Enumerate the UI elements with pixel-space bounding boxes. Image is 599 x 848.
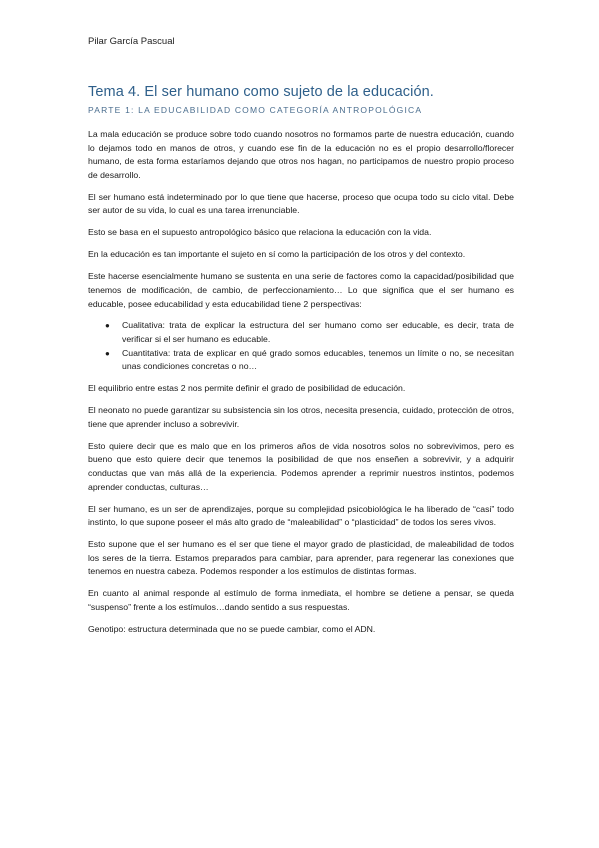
list-item-text: Cuantitativa: trata de explicar en qué grado somos educables, tenemos un límite o no, se necesitan unas condiciones concretas o no… — [122, 347, 514, 372]
paragraph: La mala educación se produce sobre todo cuando nosotros no formamos parte de nuestra educación, cuando lo dejamos todo en manos de otros, y cuando ese fin de la educación no es el propio desarrollo/florecer humano, de esta forma estaríamos dejando que otros nos hagan, no participamos de nuestro propio proceso de desarrollo. — [88, 129, 514, 180]
list-item-text: Cualitativa: trata de explicar la estructura del ser humano como ser educable, es decir, trata de verificar si el ser humano es educable. — [122, 320, 514, 345]
paragraph: Esto quiere decir que es malo que en los primeros años de vida nosotros solos no sobrevivimos, pero es bueno que esto quiere decir que tenemos la posibilidad de que nos enseñen a sobrevivir, y a adquirir conductas que van más allá de la experiencia. Podemos aprender a reprimir nuestros instintos, podemos aprender conductas, culturas… — [88, 440, 514, 492]
paragraph: El neonato no puede garantizar su subsistencia sin los otros, necesita presencia, cuidado, protección de otros, tiene que aprender incluso a sobrevivir. — [88, 405, 514, 429]
author-header: Pilar García Pascual — [88, 36, 175, 47]
paragraph: Este hacerse esencialmente humano se sustenta en una serie de factores como la capacidad/posibilidad que tenemos de modificación, de cambio, de perfeccionamiento… Lo que significa que el ser humano es educable, posee educabilidad y esta educabilidad tiene 2 perspectivas: — [88, 271, 514, 309]
paragraph: El ser humano está indeterminado por lo que tiene que hacerse, proceso que ocupa todo su ciclo vital. Debe ser autor de su vida, lo cual es una tarea irrenunciable. — [88, 191, 514, 216]
list-item — [105, 319, 514, 346]
paragraph: Esto supone que el ser humano es el ser que tiene el mayor grado de plasticidad, de maleabilidad de todos los seres de la tierra. Estamos preparados para cambiar, para aprender, para regenerar las conexiones que tenemos en nuestra cabeza. Podemos responder a los estímulos de distintas formas. — [88, 539, 514, 577]
perspectives-list — [88, 319, 514, 373]
paragraph: En cuanto al animal responde al estímulo de forma inmediata, el hombre se detiene a pensar, se queda “suspenso” frente a los estímulos…dando sentido a sus respuestas. — [88, 588, 514, 612]
document-title: Tema 4. El ser humano como sujeto de la educación. — [88, 84, 434, 100]
paragraph: Genotipo: estructura determinada que no se puede cambiar, como el ADN. — [88, 623, 376, 634]
bullet-icon: ● — [105, 348, 110, 358]
list-item — [105, 347, 514, 374]
document-body — [88, 84, 514, 645]
paragraph: El ser humano, es un ser de aprendizajes, porque su complejidad psicobiológica le ha liberado de “casi” todo instinto, lo que supone poseer el más alto grado de “maleabilidad” o “plasticidad” de todos los seres vivos. — [88, 503, 514, 528]
paragraph: Esto se basa en el supuesto antropológico básico que relaciona la educación con la vida. — [88, 227, 432, 238]
bullet-icon: ● — [105, 321, 110, 331]
paragraph: El equilibrio entre estas 2 nos permite definir el grado de posibilidad de educación. — [88, 383, 406, 394]
section-subtitle: PARTE 1: LA EDUCABILIDAD COMO CATEGORÍA ANTROPOLÓGICA — [88, 105, 423, 115]
paragraph: En la educación es tan importante el sujeto en sí como la participación de los otros y del contexto. — [88, 249, 466, 260]
